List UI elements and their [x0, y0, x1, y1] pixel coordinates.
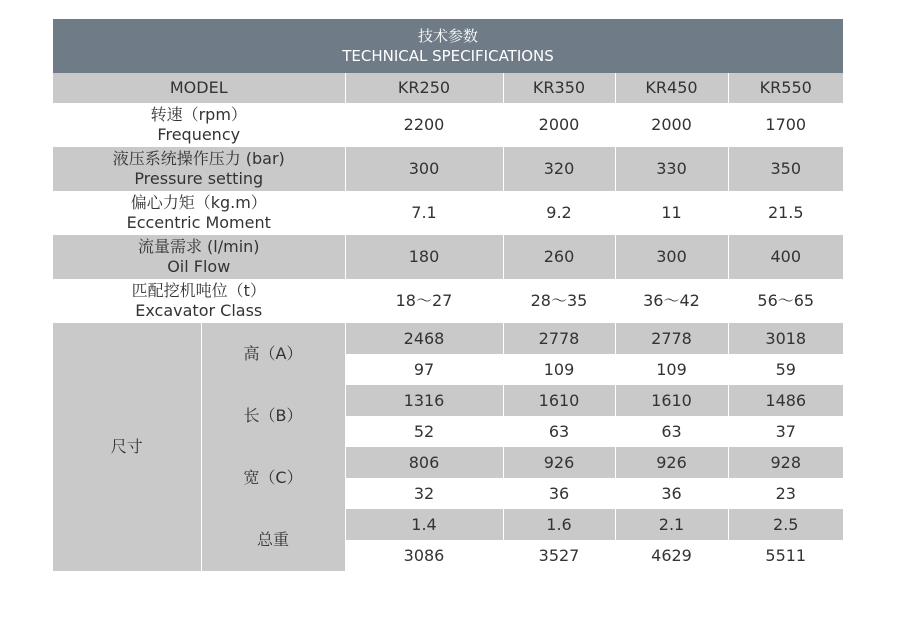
title-en: TECHNICAL SPECIFICATIONS — [342, 47, 554, 65]
cell: 11 — [615, 191, 728, 235]
cell: 5511 — [728, 540, 843, 571]
cell: 97 — [345, 354, 503, 385]
cell: 2468 — [345, 323, 503, 354]
model-kr550: KR550 — [728, 73, 843, 103]
cell: 7.1 — [345, 191, 503, 235]
row-label-zh: 匹配挖机吨位（t） — [131, 281, 266, 300]
model-kr350: KR350 — [503, 73, 615, 103]
cell: 59 — [728, 354, 843, 385]
row-label-en: Pressure setting — [134, 169, 264, 188]
cell: 2000 — [615, 103, 728, 147]
dimensions-label: 尺寸 — [53, 323, 201, 571]
row-label-zh: 液压系统操作压力 (bar) — [112, 149, 285, 168]
row-label-zh: 流量需求 (l/min) — [137, 237, 260, 256]
cell: 926 — [615, 447, 728, 478]
cell: 36 — [615, 478, 728, 509]
row-label — [53, 147, 345, 191]
cell: 926 — [503, 447, 615, 478]
table-row — [53, 235, 843, 279]
table-title-row — [53, 19, 843, 73]
dim-group-label: 高（A） — [201, 323, 345, 385]
dim-group-label: 长（B） — [201, 385, 345, 447]
cell: 350 — [728, 147, 843, 191]
cell: 3527 — [503, 540, 615, 571]
cell: 2000 — [503, 103, 615, 147]
row-label — [53, 191, 345, 235]
row-label — [53, 103, 345, 147]
cell: 400 — [728, 235, 843, 279]
model-kr250: KR250 — [345, 73, 503, 103]
row-label — [53, 235, 345, 279]
cell: 3086 — [345, 540, 503, 571]
row-label-en: Oil Flow — [167, 257, 231, 276]
table-row — [53, 147, 843, 191]
cell: 18～27 — [345, 279, 503, 323]
cell: 2778 — [615, 323, 728, 354]
cell: 1316 — [345, 385, 503, 416]
cell: 2778 — [503, 323, 615, 354]
cell: 4629 — [615, 540, 728, 571]
spec-table — [53, 19, 843, 571]
cell: 21.5 — [728, 191, 843, 235]
cell: 56～65 — [728, 279, 843, 323]
model-kr450: KR450 — [615, 73, 728, 103]
row-label-en: Frequency — [157, 125, 241, 144]
cell: 9.2 — [503, 191, 615, 235]
model-label: MODEL — [53, 73, 345, 103]
cell: 1610 — [615, 385, 728, 416]
cell: 2.1 — [615, 509, 728, 540]
cell: 37 — [728, 416, 843, 447]
cell: 3018 — [728, 323, 843, 354]
table-row — [53, 323, 843, 354]
cell: 109 — [615, 354, 728, 385]
cell: 52 — [345, 416, 503, 447]
cell: 2.5 — [728, 509, 843, 540]
cell: 300 — [615, 235, 728, 279]
dim-group-label: 宽（C） — [201, 447, 345, 509]
row-label — [53, 279, 345, 323]
table-row — [53, 103, 843, 147]
cell: 320 — [503, 147, 615, 191]
cell: 32 — [345, 478, 503, 509]
table-row — [53, 191, 843, 235]
cell: 1700 — [728, 103, 843, 147]
table-row — [53, 279, 843, 323]
cell: 180 — [345, 235, 503, 279]
cell: 1.4 — [345, 509, 503, 540]
cell: 63 — [503, 416, 615, 447]
row-label-en: Eccentric Moment — [126, 213, 271, 232]
cell: 2200 — [345, 103, 503, 147]
row-label-zh: 转速（rpm） — [150, 105, 247, 124]
row-label-en: Excavator Class — [135, 301, 263, 320]
table-title — [53, 19, 843, 73]
cell: 928 — [728, 447, 843, 478]
cell: 330 — [615, 147, 728, 191]
cell: 36～42 — [615, 279, 728, 323]
row-label-zh: 偏心力矩（kg.m） — [130, 193, 267, 212]
cell: 109 — [503, 354, 615, 385]
cell: 806 — [345, 447, 503, 478]
cell: 36 — [503, 478, 615, 509]
cell: 1610 — [503, 385, 615, 416]
cell: 63 — [615, 416, 728, 447]
title-zh: 技术参数 — [418, 27, 479, 45]
cell: 260 — [503, 235, 615, 279]
cell: 23 — [728, 478, 843, 509]
cell: 1.6 — [503, 509, 615, 540]
cell: 1486 — [728, 385, 843, 416]
dim-group-label: 总重 — [201, 509, 345, 571]
header-row — [53, 73, 843, 103]
cell: 300 — [345, 147, 503, 191]
cell: 28～35 — [503, 279, 615, 323]
